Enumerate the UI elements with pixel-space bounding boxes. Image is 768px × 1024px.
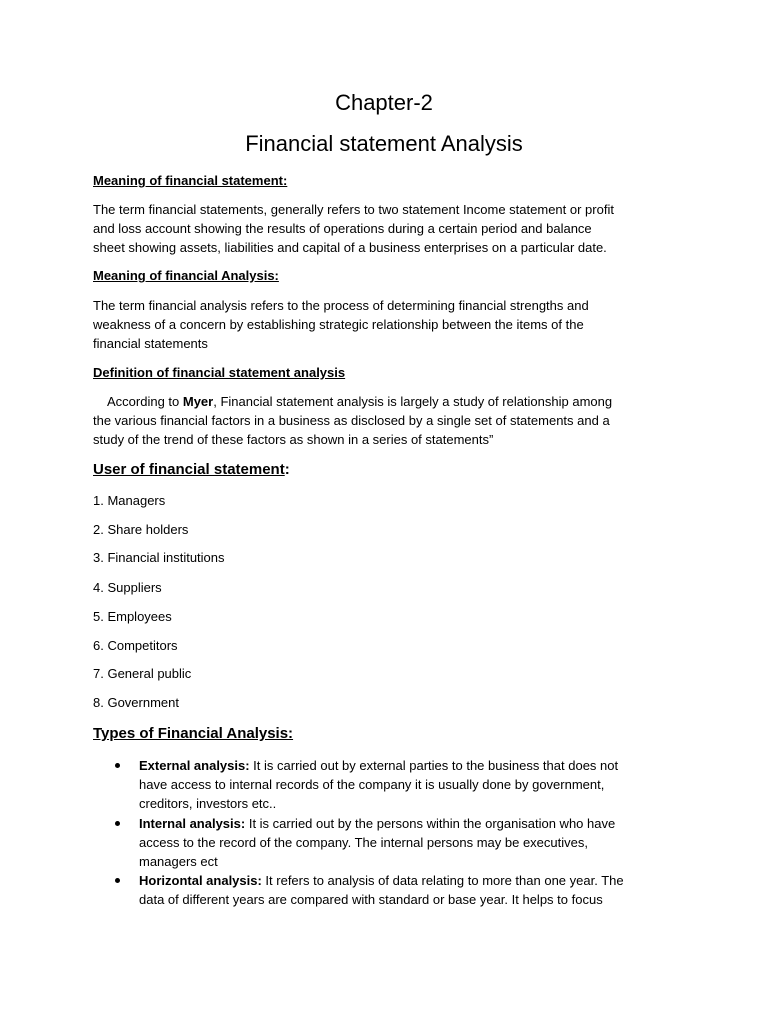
- section-heading: Meaning of financial statement:: [93, 173, 288, 188]
- section-heading: [93, 460, 685, 480]
- text-span: According to: [107, 394, 183, 409]
- list-item: 1. Managers: [93, 493, 166, 508]
- list-item: 3. Financial institutions: [93, 550, 225, 565]
- section-types: [93, 724, 685, 744]
- section-heading: Meaning of financial Analysis:: [93, 268, 279, 283]
- bullet-line: access to the record of the company. The internal persons may be executives,: [139, 834, 588, 850]
- bullet-line: managers ect: [139, 854, 218, 870]
- bullet-line: creditors, investors etc..: [139, 796, 277, 812]
- bullet-line: [139, 756, 673, 775]
- bullet-icon: [115, 821, 120, 826]
- bullet-icon: [115, 763, 120, 768]
- heading-colon: :: [284, 461, 290, 478]
- paragraph-line: The term financial analysis refers to the process of determining financial strengths and: [93, 298, 589, 313]
- bullet-label: Horizontal analysis:: [139, 873, 262, 889]
- paragraph-meaning-statement: [93, 200, 685, 258]
- bullet-line: [139, 871, 673, 890]
- section-heading: Definition of financial statement analysis: [93, 365, 346, 380]
- heading-text: User of financial statement: [93, 461, 285, 478]
- paragraph-definition: [93, 392, 685, 450]
- author-name: Myer: [182, 394, 214, 409]
- heading-text: Types of Financial Analysis:: [93, 725, 294, 742]
- paragraph-line: study of the trend of these factors as shown in a series of statements”: [93, 432, 494, 448]
- list-item: 7. General public: [93, 666, 192, 681]
- section-meaning-statement: [93, 172, 685, 190]
- paragraph-line: weakness of a concern by establishing strategic relationship between the items of the: [93, 317, 584, 333]
- bullet-text: It is carried out by the persons within the organisation who have: [245, 815, 616, 831]
- bullet-icon: [115, 878, 120, 883]
- section-users: [93, 460, 685, 480]
- list-item: 4. Suppliers: [93, 580, 162, 595]
- paragraph-line: The term financial statements, generally refers to two statement Income statement or profit: [93, 202, 614, 217]
- paragraph-meaning-analysis: [93, 296, 685, 354]
- chapter-label: Chapter-2: [335, 90, 433, 115]
- section-definition: [93, 364, 685, 382]
- list-item: 5. Employees: [93, 609, 172, 624]
- list-item: 2. Share holders: [93, 522, 189, 537]
- bullet-item: [93, 871, 673, 909]
- bullet-label: External analysis:: [139, 758, 250, 773]
- bullet-line: have access to internal records of the company it is usually done by government,: [139, 777, 605, 793]
- paragraph-line: the various financial factors in a business as disclosed by a single set of statements and a: [93, 413, 610, 429]
- paragraph-line: and loss account showing the results of operations during a certain period and balance: [93, 221, 592, 237]
- bullet-text: It is carried out by external parties to the business that does not: [249, 758, 619, 773]
- paragraph-line: [93, 392, 685, 411]
- bullet-list: [93, 756, 673, 910]
- bullet-label: Internal analysis:: [139, 815, 246, 831]
- bullet-line: data of different years are compared with standard or base year. It helps to focus: [139, 892, 603, 908]
- list-item: 6. Competitors: [93, 638, 178, 653]
- list-item: 8. Government: [93, 695, 179, 710]
- bullet-item: [93, 814, 673, 872]
- paragraph-line: financial statements: [93, 336, 208, 352]
- text-span: , Financial statement analysis is largely a study of relationship among: [213, 394, 613, 409]
- bullet-item: [93, 756, 673, 814]
- page-title: Financial statement Analysis: [245, 131, 523, 156]
- bullet-text: It refers to analysis of data relating to more than one year. The: [261, 873, 624, 889]
- section-meaning-analysis: [93, 267, 685, 285]
- bullet-line: [139, 814, 673, 833]
- paragraph-line: sheet showing assets, liabilities and capital of a business enterprises on a particular date.: [93, 240, 607, 256]
- section-heading: [93, 724, 685, 744]
